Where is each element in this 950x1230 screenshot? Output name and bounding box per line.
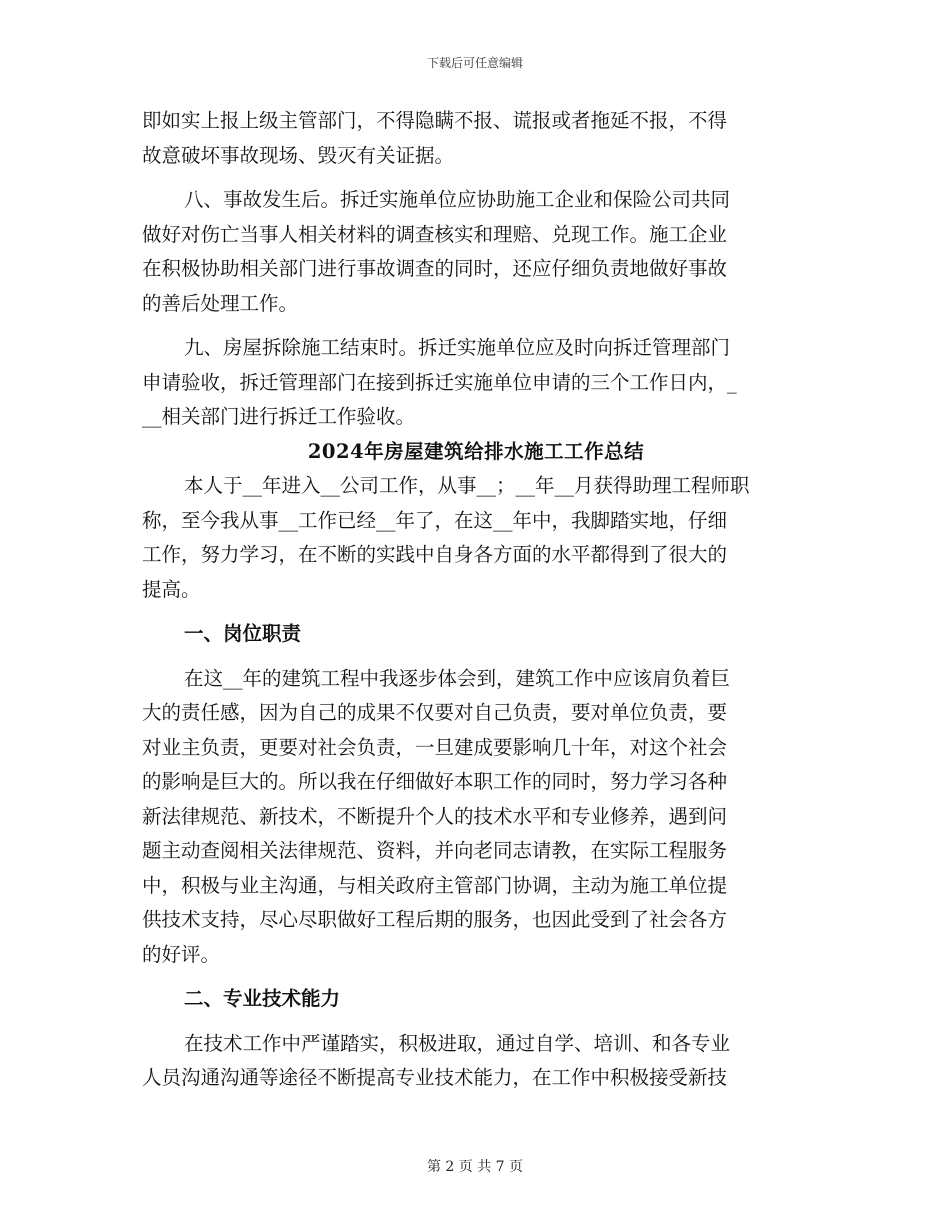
text-line: 人员沟通沟通等途径不断提高专业技术能力，在工作中积极接受新技 <box>142 1066 728 1089</box>
document-body <box>142 104 810 1096</box>
page-header: 下载后可任意编辑 <box>426 56 523 70</box>
text-line: 题主动查阅相关法律规范、资料，并向老同志请教，在实际工程服务 <box>142 839 728 862</box>
text-line: 申请验收，拆迁管理部门在接到拆迁实施单位申请的三个工作日内，_ <box>142 370 737 394</box>
text-line: 大的责任感，因为自己的成果不仅要对自己负责，要对单位负责，要 <box>142 701 728 724</box>
text-line: 的影响是巨大的。所以我在仔细做好本职工作的同时，努力学习各种 <box>142 770 728 793</box>
text-line: 称，至今我从事__工作已经__年了，在这__年中，我脚踏实地，仔细 <box>142 508 728 532</box>
text-line: 的好评。 <box>142 942 221 966</box>
text-line: 八、事故发生后。拆迁实施单位应协助施工企业和保险公司共同 <box>184 188 731 211</box>
section-title: 2024年房屋建筑给排水施工工作总结 <box>307 439 645 463</box>
text-line: 做好对伤亡当事人相关材料的调查核实和理赔、兑现工作。施工企业 <box>142 222 728 246</box>
text-line: __相关部门进行拆迁工作验收。 <box>142 405 416 428</box>
subheading-technical: 二、专业技术能力 <box>184 987 341 1010</box>
text-line: 在技术工作中严谨踏实，积极进取，通过自学、培训、和各专业 <box>184 1031 731 1055</box>
text-line: 工作，努力学习，在不断的实践中自身各方面的水平都得到了很大的 <box>142 543 728 566</box>
text-line: 在这__年的建筑工程中我逐步体会到，建筑工作中应该肩负着巨 <box>184 666 731 690</box>
text-line: 的善后处理工作。 <box>142 291 299 315</box>
text-line: 故意破坏事故现场、毁灭有关证据。 <box>142 143 455 167</box>
subheading-duties: 一、岗位职责 <box>184 622 302 645</box>
page-footer: 第 2 页 共 7 页 <box>426 1159 524 1175</box>
text-line: 供技术支持，尽心尽职做好工程后期的服务，也因此受到了社会各方 <box>142 908 728 931</box>
text-line: 提高。 <box>142 577 201 601</box>
text-line: 新法律规范、新技术，不断提升个人的技术水平和专业修养，遇到问 <box>142 804 728 828</box>
text-line: 在积极协助相关部门进行事故调查的同时，还应仔细负责地做好事故 <box>142 257 728 280</box>
text-line: 本人于__年进入__公司工作，从事__；__年__月获得助理工程师职 <box>184 474 750 497</box>
text-line: 对业主负责，更要对社会负责，一旦建成要影响几十年，对这个社会 <box>142 735 728 759</box>
text-line: 九、房屋拆除施工结束时。拆迁实施单位应及时向拆迁管理部门 <box>184 336 731 359</box>
text-line: 中，积极与业主沟通，与相关政府主管部门协调，主动为施工单位提 <box>142 873 728 897</box>
text-line: 即如实上报上级主管部门，不得隐瞒不报、谎报或者拖延不报，不得 <box>142 109 728 132</box>
